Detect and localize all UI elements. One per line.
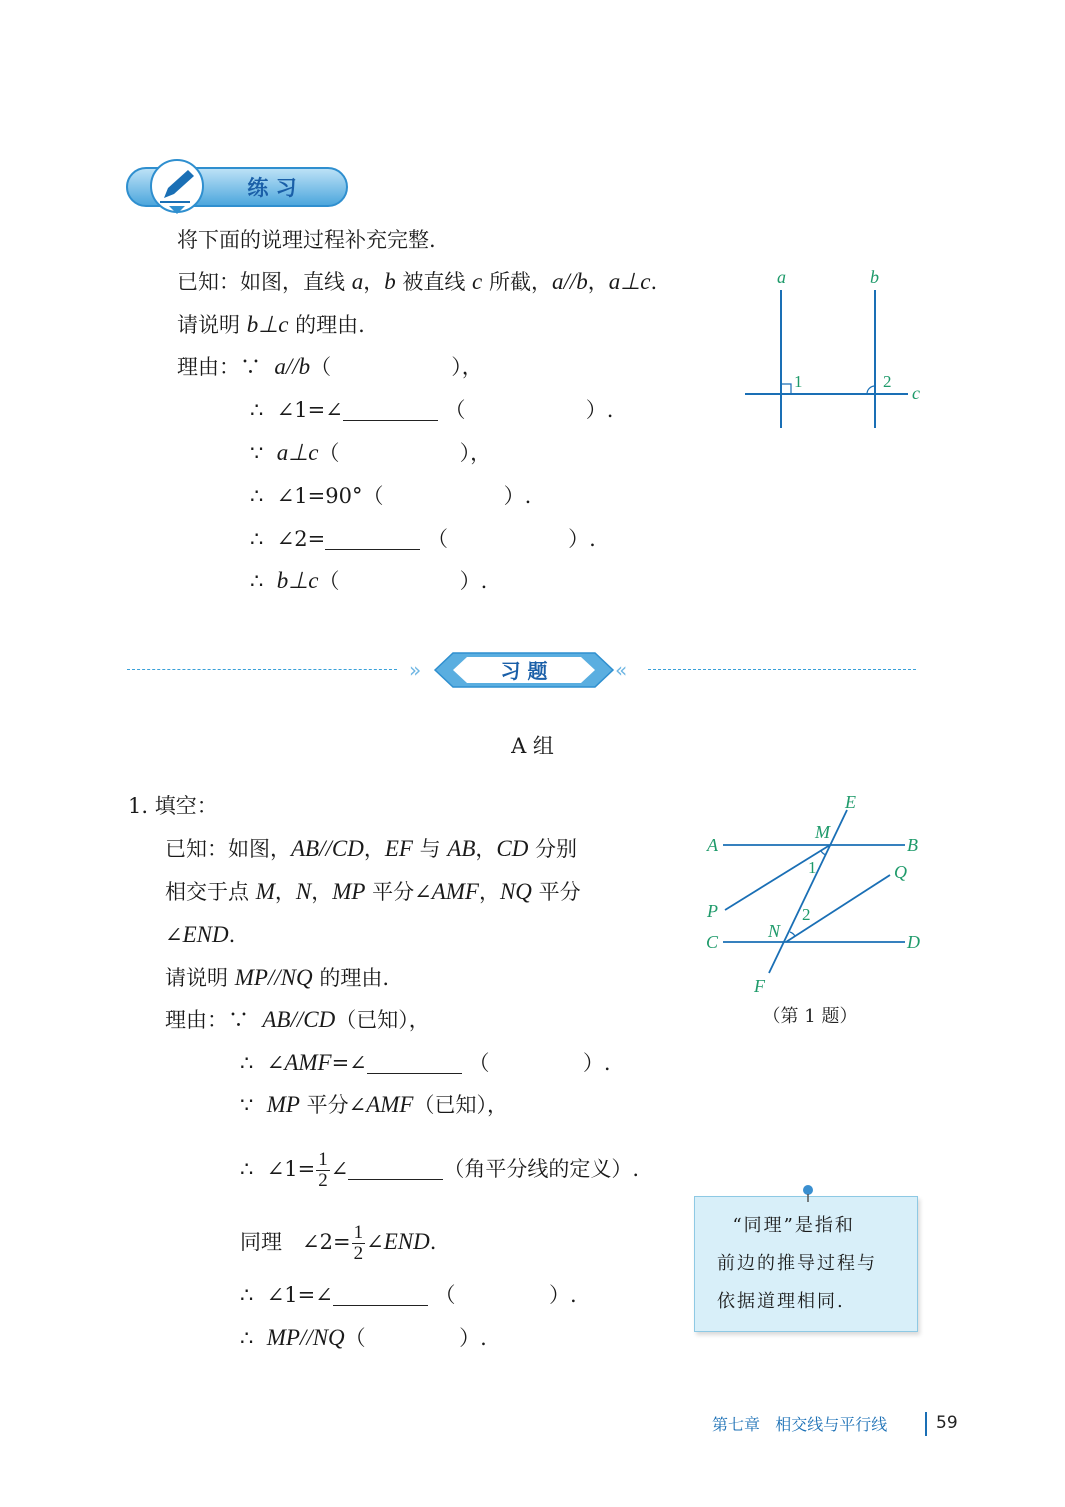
text-line [128,791,218,821]
angle1-arc [821,851,826,855]
text-segment: （ ）. [427,1283,577,1307]
text-segment: （ ）， [318,441,492,465]
answer-blank[interactable] [333,1283,428,1306]
label-c: c [912,383,920,403]
text-segment: （已知）， [335,1008,430,1032]
fraction [316,1150,330,1191]
text-segment: ∠ [330,1157,349,1181]
math-expression: a⊥c [276,440,319,465]
footer-separator [925,1412,927,1436]
double-chevron-right-icon: » [409,658,422,682]
label-angle1: 1 [794,372,803,391]
text-segment: （ ）. [318,569,488,593]
math-expression: MP [266,1092,300,1117]
text-segment: ， [475,837,497,861]
text-segment: （已知）， [413,1093,508,1117]
label-D: D [907,932,920,952]
text-segment: 平分∠ [299,1093,367,1117]
text-segment: 所截， [482,270,552,294]
label-B: B [907,835,918,855]
text-segment: 已知：如图， [165,837,291,861]
angle2-arc [790,932,795,936]
ray-nq [786,875,890,942]
text-line [250,438,491,468]
label-F: F [754,976,765,996]
text-segment: ， [311,880,333,904]
math-expression: MP [332,879,366,904]
figure-caption: （第 1 题） [762,1006,858,1027]
text-line [165,1005,430,1035]
text-segment: ， [478,880,500,904]
text-segment: ∴ ∠1=90°（ ）. [250,484,532,508]
text-segment: ∴ ∠1=∠ [250,398,343,422]
label-C: C [706,932,719,952]
text-segment: 请说明 [177,313,247,337]
text-segment: 理由：∵ [177,355,275,379]
fraction-numerator: 1 [318,1149,328,1170]
text-line [240,1048,611,1078]
answer-blank[interactable] [367,1051,462,1074]
text-segment: 平分∠ [365,880,432,904]
text-line [177,310,365,340]
text-line [250,395,613,425]
text-segment: 分别 [528,837,578,861]
answer-blank[interactable] [348,1157,443,1180]
text-segment: ∴ ∠1=∠ [240,1283,333,1307]
pushpin-icon [800,1183,816,1203]
text-line [240,1280,577,1310]
math-expression: b⊥c [246,312,289,337]
text-segment: 已知：如图，直线 [177,270,352,294]
text-segment: 与 [412,837,448,861]
text-line [177,352,483,382]
math-expression: a [351,269,364,294]
math-expression: AB//CD [262,1007,336,1032]
text-segment: ∠ [165,923,183,947]
text-line [250,481,531,511]
text-segment: ∴ [240,1326,267,1350]
text-line [240,1090,508,1120]
text-segment: 被直线 [395,270,473,294]
math-expression: b [384,269,396,294]
text-segment: ∵ [250,441,277,465]
label-M: M [815,822,830,842]
text-line [165,920,235,950]
text-segment: ， [363,270,385,294]
text-segment: 理由：∵ [165,1008,263,1032]
label-Q: Q [894,862,907,882]
text-line [240,1323,487,1353]
group-title: A 组 [511,734,554,758]
text-segment: 同理 ∠2= [240,1230,351,1254]
page-number: 59 [936,1413,958,1433]
math-expression: EF [384,836,413,861]
answer-blank[interactable] [343,398,438,421]
text-segment: ∴ ∠1= [240,1157,316,1181]
note-line: 依据道理相同. [717,1291,845,1312]
text-segment: . [650,270,658,294]
math-expression: a//b [274,354,311,379]
text-segment: （角平分线的定义）. [443,1157,640,1181]
text-line [165,834,577,864]
text-segment: （ ）. [461,1051,611,1075]
practice-badge [124,158,350,216]
text-segment: 相交于点 [165,880,256,904]
math-expression: N [295,879,312,904]
math-expression: b⊥c [276,568,319,593]
exercise-badge [405,650,637,690]
text-segment: （ ）. [420,527,596,551]
text-segment: . [429,1230,437,1254]
label-A: A [707,835,718,855]
text-line [165,963,389,993]
angle2-arc [867,386,875,394]
note-box [694,1196,918,1332]
label-E: E [845,792,856,812]
note-line: 前边的推导过程与 [717,1253,877,1274]
label-P: P [707,901,718,921]
math-expression: c [472,269,483,294]
exercise-badge-label: 习 题 [500,659,548,683]
label-angle2: 2 [883,372,892,391]
math-expression: NQ [499,879,532,904]
text-segment: ∴ ∠2= [250,527,326,551]
ray-mp [725,845,830,910]
fraction-numerator: 1 [353,1222,364,1243]
text-segment: （ ）. [344,1326,487,1350]
math-expression: M [255,879,275,904]
text-line [177,225,436,255]
text-line [250,524,596,554]
label-angle2: 2 [802,905,811,924]
text-segment: （ ）. [437,398,614,422]
text-segment: 请说明 [165,966,235,990]
fraction-denominator: 2 [353,1243,364,1264]
label-angle1: 1 [808,858,817,877]
practice-badge-label: 练 习 [247,176,297,200]
text-segment: ， [363,837,385,861]
text-segment: ∴ ∠ [240,1051,285,1075]
math-expression: MP//NQ [266,1325,345,1350]
label-a: a [777,267,786,287]
text-segment: =∠ [331,1051,367,1075]
math-expression: AMF [431,879,479,904]
fraction-denominator: 2 [318,1170,328,1191]
text-segment: . [228,923,236,947]
math-expression: AB//CD [291,836,364,861]
divider-left [127,669,397,670]
math-expression: AMF [366,1092,414,1117]
note-line: “同理”是指和 [717,1215,855,1236]
text-segment: ， [587,270,609,294]
text-line [240,1223,436,1264]
text-segment: 1. 填空： [128,794,218,818]
line-ef [769,810,847,973]
text-segment: 将下面的说理过程补充完整. [177,228,436,252]
math-expression: a//b [551,269,588,294]
math-expression: a⊥c [608,269,651,294]
text-segment: 的理由. [312,966,389,990]
text-segment: ， [274,880,296,904]
math-expression: AMF [284,1050,332,1075]
math-expression: MP//NQ [234,965,313,990]
text-segment: 平分 [531,880,581,904]
text-line [177,267,657,297]
math-expression: END [383,1229,430,1254]
double-chevron-left-icon: « [615,658,628,682]
math-expression: AB [447,836,476,861]
text-line [250,566,487,596]
footer-chapter: 第七章 相交线与平行线 [712,1415,888,1434]
right-angle-mark [781,384,791,394]
divider-right [648,669,916,670]
math-expression: END [182,922,229,947]
math-expression: CD [496,836,529,861]
text-segment: ∴ [250,569,277,593]
text-segment: ∠ [366,1230,384,1254]
answer-blank[interactable] [325,527,420,550]
text-segment: （ ）， [310,355,483,379]
text-line [165,877,581,907]
text-line [240,1150,639,1191]
fraction [352,1223,366,1264]
label-b: b [870,267,879,287]
figure-2 [723,810,905,973]
label-N: N [768,921,781,941]
text-segment: ∵ [240,1093,267,1117]
text-segment: 的理由. [288,313,365,337]
figure-1 [745,290,908,428]
